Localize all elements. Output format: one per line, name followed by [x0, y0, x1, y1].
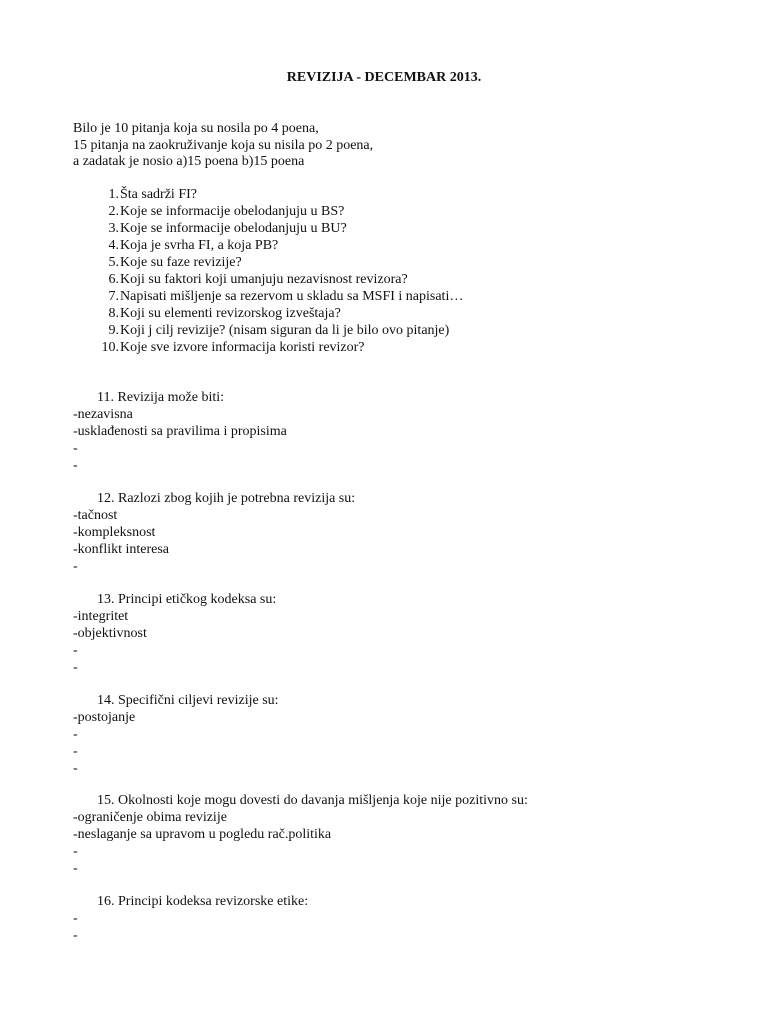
answer-line: - [73, 844, 78, 859]
section-heading: 11. Revizija može biti: [97, 390, 225, 405]
document-title: REVIZIJA - DECEMBAR 2013. [286, 70, 482, 85]
section-heading: 13. Principi etičkog kodeksa su: [97, 592, 277, 607]
question-text: Koji j cilj revizije? (nisam siguran da li je bilo ovo pitanje) [120, 323, 450, 338]
section-heading: 16. Principi kodeksa revizorske etike: [97, 894, 309, 909]
question-number: 6. [108, 272, 119, 287]
answer-line: - [73, 458, 78, 473]
answer-line: -objektivnost [73, 626, 147, 641]
answer-line: - [73, 911, 78, 926]
intro-line-2: 15 pitanja na zaokruživanje koja su nisila po 2 poena, [73, 138, 374, 153]
question-text: Koje se informacije obelodanjuju u BS? [120, 204, 345, 219]
question-text: Koji su elementi revizorskog izveštaja? [120, 306, 341, 321]
question-number: 5. [108, 255, 119, 270]
section-heading: 14. Specifični ciljevi revizije su: [97, 693, 279, 708]
question-number: 4. [108, 238, 119, 253]
question-text: Koje su faze revizije? [120, 255, 242, 270]
section-heading: 12. Razlozi zbog kojih je potrebna revizija su: [97, 491, 356, 506]
intro-line-1: Bilo je 10 pitanja koja su nosila po 4 poena, [73, 121, 319, 136]
answer-line: - [73, 643, 78, 658]
answer-line: - [73, 861, 78, 876]
answer-line: - [73, 441, 78, 456]
answer-line: -konflikt interesa [73, 542, 170, 557]
question-text: Koje se informacije obelodanjuju u BU? [120, 221, 347, 236]
question-number: 9. [108, 323, 119, 338]
answer-line: - [73, 727, 78, 742]
answer-line: -usklađenosti sa pravilima i propisima [73, 424, 287, 439]
answer-line: -kompleksnost [73, 525, 156, 540]
answer-line: - [73, 559, 78, 574]
question-number: 10. [101, 340, 119, 355]
answer-line: - [73, 928, 78, 943]
answer-line: -nezavisna [73, 407, 133, 422]
intro-line-3: a zadatak je nosio a)15 poena b)15 poena [73, 154, 305, 169]
question-text: Napisati mišljenje sa rezervom u skladu sa MSFI i napisati… [120, 289, 464, 304]
question-number: 8. [108, 306, 119, 321]
question-text: Koja je svrha FI, a koja PB? [120, 238, 279, 253]
question-number: 2. [108, 204, 119, 219]
answer-line: -postojanje [73, 710, 136, 725]
question-text: Koji su faktori koji umanjuju nezavisnost revizora? [120, 272, 408, 287]
section-heading: 15. Okolnosti koje mogu dovesti do davanja mišljenja koje nije pozitivno su: [97, 793, 528, 808]
answer-line: - [73, 660, 78, 675]
question-number: 3. [108, 221, 119, 236]
answer-line: - [73, 744, 78, 759]
question-text: Koje sve izvore informacija koristi revizor? [120, 340, 365, 355]
answer-line: - [73, 761, 78, 776]
answer-line: -ograničenje obima revizije [73, 810, 227, 825]
answer-line: -integritet [73, 609, 129, 624]
answer-line: -neslaganje sa upravom u pogledu rač.politika [73, 827, 332, 842]
question-number: 7. [108, 289, 119, 304]
answer-line: -tačnost [73, 508, 118, 523]
question-number: 1. [108, 187, 119, 202]
question-text: Šta sadrži FI? [120, 187, 197, 202]
